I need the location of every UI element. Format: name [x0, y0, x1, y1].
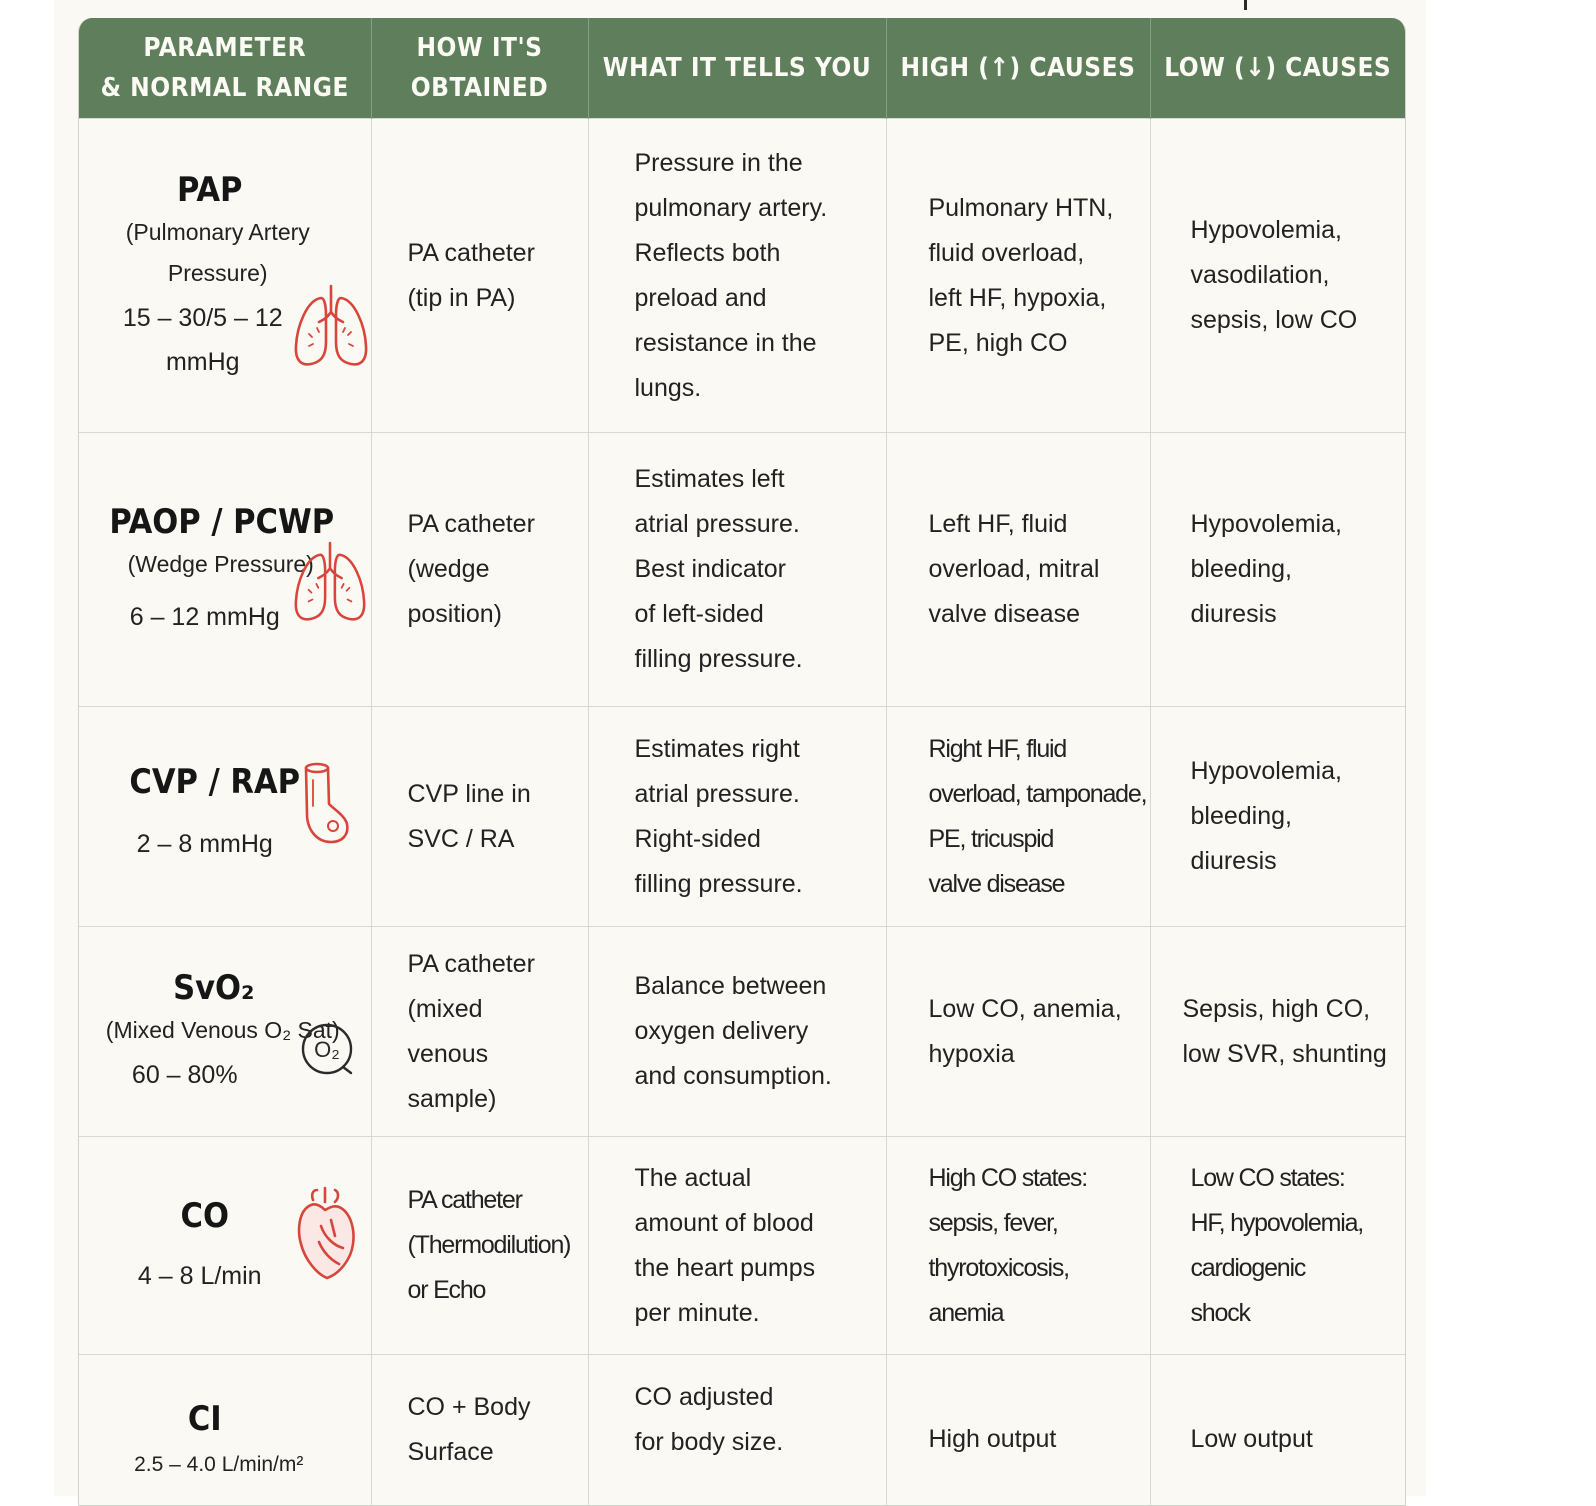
tells-cell	[588, 927, 886, 1137]
param-cell	[79, 1355, 371, 1505]
high-causes-text: Pulmonary HTN, fluid overload, left HF, hypoxia, PE, high CO	[928, 193, 1114, 357]
table-row-ci	[79, 1355, 1405, 1505]
oxygen-icon-label: O₂	[313, 1037, 340, 1062]
tells-text: The actual amount of blood the heart pumps per minute.	[634, 1163, 816, 1327]
page-mark	[1244, 0, 1247, 10]
heart-icon	[295, 1186, 357, 1282]
param-abbr: CI	[187, 1399, 222, 1439]
param-block	[79, 500, 371, 639]
param-cell	[79, 433, 371, 707]
high-causes-cell	[886, 927, 1150, 1137]
header-high-causes	[886, 18, 1150, 119]
oxygen-icon	[299, 1021, 357, 1079]
low-causes-cell	[1150, 1137, 1405, 1355]
param-abbr: CVP / RAP	[129, 761, 301, 802]
obtained-text: PA catheter (Thermodilution) or Echo	[407, 1186, 571, 1304]
tells-cell	[588, 1355, 886, 1505]
param-full-name: (Mixed Venous O₂ Sat)	[105, 1017, 340, 1043]
obtained-text: CVP line in SVC / RA	[407, 779, 531, 853]
obtained-text: PA catheter (mixed venous sample)	[407, 949, 535, 1113]
high-causes-text: Left HF, fluid overload, mitral valve disease	[928, 510, 1100, 628]
low-causes-cell	[1150, 119, 1405, 433]
high-causes-cell	[886, 1137, 1150, 1355]
low-causes-text: Sepsis, high CO, low SVR, shunting	[1182, 994, 1387, 1068]
high-causes-cell	[886, 433, 1150, 707]
tells-cell	[588, 119, 886, 433]
header-high-label: HIGH (↑) CAUSES	[900, 53, 1136, 83]
tells-text: CO adjusted for body size.	[634, 1383, 784, 1456]
high-causes-text: Low CO, anemia, hypoxia	[928, 994, 1122, 1068]
low-causes-cell	[1150, 707, 1405, 927]
tells-text: Pressure in the pulmonary artery. Reflects both preload and resistance in the lungs.	[634, 148, 828, 402]
low-causes-text: Hypovolemia, bleeding, diuresis	[1190, 757, 1342, 875]
tells-cell	[588, 433, 886, 707]
param-range: 60 – 80%	[131, 1061, 238, 1089]
obtained-cell	[371, 119, 588, 433]
high-causes-text: High output	[928, 1425, 1057, 1453]
tells-text: Balance between oxygen delivery and consumption.	[634, 972, 832, 1090]
tells-text: Estimates right atrial pressure. Right-sided filling pressure.	[634, 734, 803, 898]
header-parameter	[79, 18, 371, 119]
low-causes-cell	[1150, 1355, 1405, 1505]
high-causes-text: High CO states: sepsis, fever, thyrotoxicosis, anemia	[928, 1163, 1087, 1327]
header-low-label: LOW (↓) CAUSES	[1164, 53, 1392, 83]
param-range: 6 – 12 mmHg	[129, 603, 280, 631]
lungs-icon	[293, 282, 369, 368]
tells-cell	[588, 707, 886, 927]
obtained-cell	[371, 927, 588, 1137]
param-abbr: CO	[180, 1195, 229, 1236]
header-low-causes	[1150, 18, 1405, 119]
header-parameter-label: PARAMETER & NORMAL RANGE	[100, 33, 349, 103]
table-row-cvp	[79, 707, 1405, 927]
low-causes-cell	[1150, 927, 1405, 1137]
low-causes-text: Hypovolemia, bleeding, diuresis	[1190, 510, 1342, 628]
param-range: 2.5 – 4.0 L/min/m²	[134, 1453, 304, 1476]
param-abbr: PAOP / PCWP	[109, 502, 335, 542]
low-causes-cell	[1150, 433, 1405, 707]
param-cell	[79, 1137, 371, 1355]
obtained-cell	[371, 1355, 588, 1505]
param-full-name: (Wedge Pressure)	[127, 551, 314, 577]
obtained-cell	[371, 707, 588, 927]
obtained-text: PA catheter (tip in PA)	[407, 238, 535, 312]
param-range: 4 – 8 L/min	[137, 1261, 262, 1290]
param-abbr: SvO₂	[173, 968, 255, 1008]
lungs-icon	[293, 539, 367, 623]
hemodynamic-table-card	[78, 18, 1406, 1506]
high-causes-text: Right HF, fluid overload, tamponade, PE, tricuspid valve disease	[928, 734, 1147, 898]
param-cell	[79, 119, 371, 433]
param-cell	[79, 707, 371, 927]
tells-text: Estimates left atrial pressure. Best indicator of left-sided filling pressure.	[634, 465, 803, 673]
param-block	[79, 966, 371, 1097]
hemodynamic-parameters-table	[79, 18, 1405, 1505]
low-causes-text: Low CO states: HF, hypovolemia, cardiogenic shock	[1190, 1163, 1364, 1327]
param-abbr: PAP	[177, 169, 243, 210]
tells-cell	[588, 1137, 886, 1355]
param-cell	[79, 927, 371, 1137]
vein-icon	[303, 760, 353, 846]
param-block	[79, 168, 371, 384]
obtained-text: CO + Body Surface	[407, 1393, 531, 1466]
table-row-paop	[79, 433, 1405, 707]
table-header	[79, 18, 1405, 119]
header-row	[79, 18, 1405, 119]
table-row-pap	[79, 119, 1405, 433]
high-causes-cell	[886, 119, 1150, 433]
high-causes-cell	[886, 1355, 1150, 1505]
table-row-co	[79, 1137, 1405, 1355]
param-range: 15 – 30/5 – 12 mmHg	[122, 303, 283, 376]
header-obtained	[371, 18, 588, 119]
param-block	[79, 1194, 371, 1298]
header-obtained-label: HOW IT'S OBTAINED	[410, 33, 549, 103]
header-tells	[588, 18, 886, 119]
obtained-cell	[371, 433, 588, 707]
param-range: 2 – 8 mmHg	[136, 829, 273, 858]
obtained-text: PA catheter (wedge position)	[407, 510, 535, 628]
low-causes-text: Hypovolemia, vasodilation, sepsis, low CO	[1190, 216, 1358, 334]
param-full-name: (Pulmonary Artery Pressure)	[125, 218, 310, 286]
table-row-svo2	[79, 927, 1405, 1137]
obtained-cell	[371, 1137, 588, 1355]
high-causes-cell	[886, 707, 1150, 927]
low-causes-text: Low output	[1190, 1425, 1313, 1453]
param-block	[79, 760, 371, 874]
header-tells-label: WHAT IT TELLS YOU	[602, 53, 872, 83]
